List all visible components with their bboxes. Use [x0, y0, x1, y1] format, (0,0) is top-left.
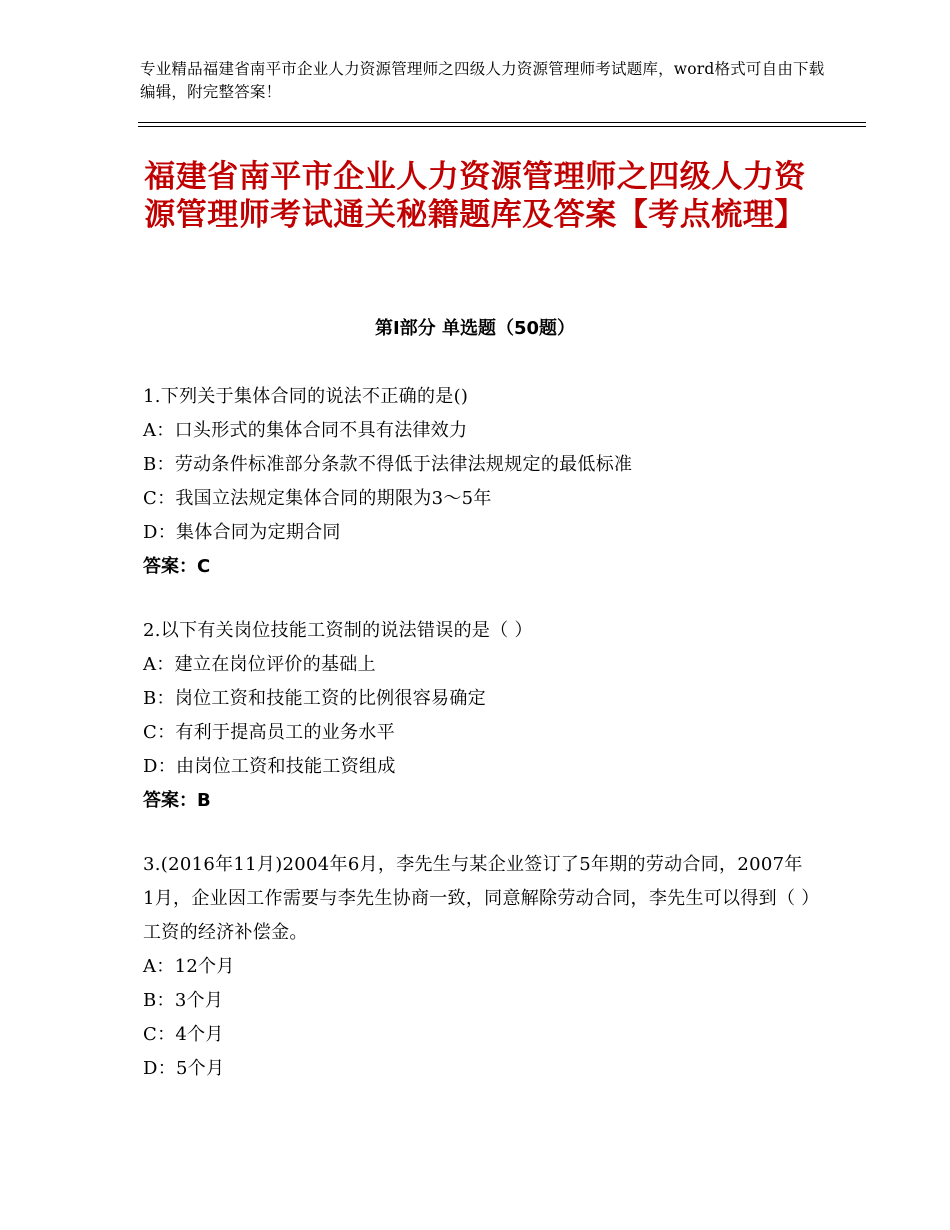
question-2	[143, 614, 813, 818]
question-3	[143, 848, 813, 1086]
option-b: B：3个月	[143, 990, 224, 1011]
option-b: B：劳动条件标准部分条款不得低于法律法规规定的最低标准	[143, 454, 633, 475]
option-a: A：建立在岗位评价的基础上	[143, 654, 376, 675]
document-title: 福建省南平市企业人力资源管理师之四级人力资源管理师考试通关秘籍题库及答案【考点梳理】	[144, 159, 806, 233]
answer: 答案：B	[143, 790, 211, 811]
option-b: B：岗位工资和技能工资的比例很容易确定	[143, 688, 486, 709]
option-d: D：由岗位工资和技能工资组成	[143, 756, 396, 777]
option-c: C：我国立法规定集体合同的期限为3～5年	[143, 488, 492, 509]
option-c: C：有利于提高员工的业务水平	[143, 722, 395, 743]
header-note: 专业精品福建省南平市企业人力资源管理师之四级人力资源管理师考试题库，word格式可自由下载编辑，附完整答案！	[140, 60, 825, 101]
option-d: D：5个月	[143, 1058, 225, 1079]
option-a: A：口头形式的集体合同不具有法律效力	[143, 420, 468, 441]
header-divider	[138, 122, 866, 127]
question-stem: 2.以下有关岗位技能工资制的说法错误的是（ ）	[143, 620, 533, 641]
section-title: 第Ⅰ部分 单选题（50题）	[374, 318, 575, 339]
answer: 答案：C	[143, 556, 211, 577]
question-stem: 3.(2016年11月)2004年6月，李先生与某企业签订了5年期的劳动合同，2007年1月，企业因工作需要与李先生协商一致，同意解除劳动合同，李先生可以得到（ ）工资的经济补偿金。	[143, 854, 811, 943]
question-stem: 1.下列关于集体合同的说法不正确的是()	[143, 386, 469, 407]
question-1	[143, 380, 813, 584]
option-d: D：集体合同为定期合同	[143, 522, 341, 543]
question-list	[143, 380, 813, 1116]
option-a: A：12个月	[143, 956, 235, 977]
option-c: C：4个月	[143, 1024, 224, 1045]
